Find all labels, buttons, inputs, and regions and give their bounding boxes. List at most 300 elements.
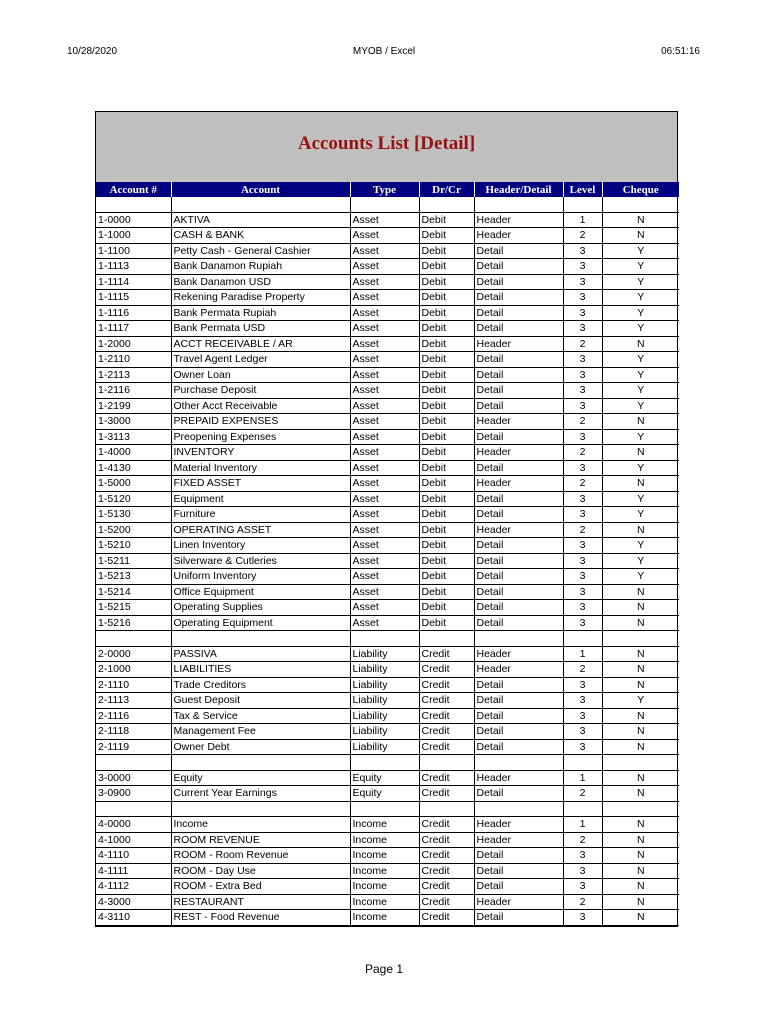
table-cell: Debit <box>419 584 474 600</box>
table-cell: Operating Supplies <box>171 600 350 616</box>
table-cell <box>171 801 350 817</box>
print-date: 10/28/2020 <box>67 46 118 57</box>
table-cell: N <box>602 770 679 786</box>
table-cell: 4-1110 <box>96 848 171 864</box>
table-cell: Detail <box>474 786 563 802</box>
table-cell: N <box>602 212 679 228</box>
table-cell: Y <box>602 290 679 306</box>
table-cell: Y <box>602 460 679 476</box>
table-cell: Header <box>474 894 563 910</box>
table-cell: Detail <box>474 321 563 337</box>
table-cell: N <box>602 879 679 895</box>
table-cell: 1 <box>563 770 602 786</box>
table-row <box>96 894 679 910</box>
table-cell: Detail <box>474 352 563 368</box>
table-cell: N <box>602 476 679 492</box>
table-cell: Asset <box>350 460 419 476</box>
table-cell: Silverware & Cutleries <box>171 553 350 569</box>
table-cell: Asset <box>350 507 419 523</box>
table-cell: Credit <box>419 832 474 848</box>
table-row <box>96 352 679 368</box>
table-cell: Debit <box>419 243 474 259</box>
table-cell: N <box>602 600 679 616</box>
table-cell: Debit <box>419 321 474 337</box>
table-cell: Owner Debt <box>171 739 350 755</box>
table-cell: Bank Danamon Rupiah <box>171 259 350 275</box>
table-row <box>96 569 679 585</box>
table-row <box>96 305 679 321</box>
table-cell: 3 <box>563 910 602 926</box>
table-cell: Detail <box>474 863 563 879</box>
table-cell <box>350 197 419 212</box>
table-cell: RESTAURANT <box>171 894 350 910</box>
table-cell: Asset <box>350 491 419 507</box>
table-cell <box>563 197 602 212</box>
table-cell <box>563 755 602 771</box>
table-cell: Header <box>474 662 563 678</box>
table-cell: Other Acct Receivable <box>171 398 350 414</box>
table-cell: 2-1118 <box>96 724 171 740</box>
print-time: 06:51:16 <box>661 46 700 57</box>
table-cell: Asset <box>350 398 419 414</box>
table-cell: 1-1116 <box>96 305 171 321</box>
table-cell: Asset <box>350 352 419 368</box>
table-cell: Operating Equipment <box>171 615 350 631</box>
table-cell: Debit <box>419 290 474 306</box>
table-cell: Debit <box>419 367 474 383</box>
table-cell: 3 <box>563 615 602 631</box>
table-cell: 2-0000 <box>96 646 171 662</box>
table-cell: 1-4130 <box>96 460 171 476</box>
table-cell: Y <box>602 398 679 414</box>
table-cell: 1-5130 <box>96 507 171 523</box>
table-cell: Guest Deposit <box>171 693 350 709</box>
table-cell: 3 <box>563 677 602 693</box>
blank-row <box>96 755 679 771</box>
table-cell: Detail <box>474 290 563 306</box>
table-cell: 2-1119 <box>96 739 171 755</box>
table-cell: 3 <box>563 553 602 569</box>
print-app: MYOB / Excel <box>352 46 416 57</box>
table-cell: 3 <box>563 429 602 445</box>
table-body <box>96 197 679 925</box>
table-cell: N <box>602 786 679 802</box>
table-cell: Credit <box>419 770 474 786</box>
table-row <box>96 243 679 259</box>
table-cell: 1-5215 <box>96 600 171 616</box>
table-cell: Asset <box>350 290 419 306</box>
table-cell: 4-3000 <box>96 894 171 910</box>
table-cell: Material Inventory <box>171 460 350 476</box>
table-row <box>96 460 679 476</box>
table-cell: Header <box>474 228 563 244</box>
table-cell: Detail <box>474 383 563 399</box>
page-title: Accounts List [Detail] <box>297 133 476 154</box>
table-cell: N <box>602 584 679 600</box>
table-cell: PASSIVA <box>171 646 350 662</box>
table-cell: ROOM REVENUE <box>171 832 350 848</box>
table-cell: Asset <box>350 584 419 600</box>
table-row <box>96 553 679 569</box>
table-cell: 3 <box>563 305 602 321</box>
table-cell: AKTIVA <box>171 212 350 228</box>
table-cell: Equipment <box>171 491 350 507</box>
table-cell: Header <box>474 770 563 786</box>
table-cell: Asset <box>350 321 419 337</box>
table-cell: 1-1113 <box>96 259 171 275</box>
table-cell: Credit <box>419 786 474 802</box>
table-cell <box>350 801 419 817</box>
table-cell <box>350 755 419 771</box>
table-cell: Furniture <box>171 507 350 523</box>
table-row <box>96 491 679 507</box>
table-cell: 2-1110 <box>96 677 171 693</box>
table-cell: Debit <box>419 507 474 523</box>
table-cell: Debit <box>419 460 474 476</box>
table-cell: Detail <box>474 538 563 554</box>
table-cell: Debit <box>419 569 474 585</box>
table-cell: Y <box>602 491 679 507</box>
table-row <box>96 383 679 399</box>
table-row <box>96 739 679 755</box>
table-cell: Asset <box>350 445 419 461</box>
table-cell: 4-0000 <box>96 817 171 833</box>
table-cell: Detail <box>474 243 563 259</box>
table-cell: Detail <box>474 491 563 507</box>
table-cell: Asset <box>350 228 419 244</box>
table-cell: N <box>602 336 679 352</box>
table-cell: 2-1116 <box>96 708 171 724</box>
column-header: Dr/Cr <box>419 182 474 197</box>
table-cell: Detail <box>474 398 563 414</box>
table-cell: Income <box>350 910 419 926</box>
table-cell: Liability <box>350 646 419 662</box>
table-cell: Header <box>474 212 563 228</box>
table-row <box>96 708 679 724</box>
table-cell: 1-1114 <box>96 274 171 290</box>
table-cell: ACCT RECEIVABLE / AR <box>171 336 350 352</box>
table-cell: 1-1115 <box>96 290 171 306</box>
table-cell <box>419 801 474 817</box>
table-cell: CASH & BANK <box>171 228 350 244</box>
table-header-row <box>96 182 679 197</box>
table-cell: Travel Agent Ledger <box>171 352 350 368</box>
table-cell <box>474 801 563 817</box>
table-cell: N <box>602 817 679 833</box>
table-cell <box>350 631 419 647</box>
table-cell: Credit <box>419 817 474 833</box>
table-cell: 3 <box>563 367 602 383</box>
table-cell: Debit <box>419 259 474 275</box>
table-cell: Liability <box>350 693 419 709</box>
table-cell: Office Equipment <box>171 584 350 600</box>
table-cell: 1-5214 <box>96 584 171 600</box>
table-cell <box>563 631 602 647</box>
table-cell: 1-4000 <box>96 445 171 461</box>
table-cell: 2-1000 <box>96 662 171 678</box>
table-cell: 3 <box>563 321 602 337</box>
column-header: Type <box>350 182 419 197</box>
table-cell: 1-5120 <box>96 491 171 507</box>
table-cell: Equity <box>350 786 419 802</box>
table-cell: Income <box>171 817 350 833</box>
table-cell: 1 <box>563 817 602 833</box>
table-cell: Detail <box>474 367 563 383</box>
table-cell: 3 <box>563 600 602 616</box>
table-cell: Debit <box>419 398 474 414</box>
table-row <box>96 522 679 538</box>
table-cell: 3 <box>563 724 602 740</box>
table-cell: Debit <box>419 615 474 631</box>
table-row <box>96 228 679 244</box>
table-cell: Linen Inventory <box>171 538 350 554</box>
table-cell: Detail <box>474 429 563 445</box>
table-cell: Liability <box>350 677 419 693</box>
table-cell <box>602 197 679 212</box>
table-cell: Asset <box>350 429 419 445</box>
table-cell: Income <box>350 879 419 895</box>
table-cell: 2 <box>563 832 602 848</box>
table-cell: N <box>602 677 679 693</box>
table-cell: N <box>602 724 679 740</box>
table-cell: 2 <box>563 786 602 802</box>
table-cell <box>419 631 474 647</box>
table-cell: Asset <box>350 383 419 399</box>
table-row <box>96 321 679 337</box>
table-cell <box>96 631 171 647</box>
table-cell: Petty Cash - General Cashier <box>171 243 350 259</box>
table-cell: 3-0900 <box>96 786 171 802</box>
table-cell: 1-3000 <box>96 414 171 430</box>
table-cell <box>171 631 350 647</box>
table-row <box>96 274 679 290</box>
table-cell: 2 <box>563 445 602 461</box>
table-cell: Detail <box>474 274 563 290</box>
table-cell: Income <box>350 863 419 879</box>
table-row <box>96 848 679 864</box>
table-cell: Asset <box>350 414 419 430</box>
table-cell: Header <box>474 445 563 461</box>
table-cell: LIABILITIES <box>171 662 350 678</box>
table-cell: N <box>602 522 679 538</box>
table-cell: Income <box>350 817 419 833</box>
table-cell: Current Year Earnings <box>171 786 350 802</box>
table-cell: 4-3110 <box>96 910 171 926</box>
table-cell <box>474 197 563 212</box>
table-cell: Header <box>474 336 563 352</box>
table-cell: ROOM - Extra Bed <box>171 879 350 895</box>
table-cell: Asset <box>350 522 419 538</box>
table-cell: N <box>602 894 679 910</box>
table-cell: Y <box>602 243 679 259</box>
table-cell: Bank Permata Rupiah <box>171 305 350 321</box>
table-cell: Income <box>350 894 419 910</box>
table-row <box>96 724 679 740</box>
column-header: Header/Detail <box>474 182 563 197</box>
table-row <box>96 786 679 802</box>
table-cell: 1-5210 <box>96 538 171 554</box>
table-cell: Header <box>474 522 563 538</box>
table-cell: Debit <box>419 445 474 461</box>
table-cell: Trade Creditors <box>171 677 350 693</box>
table-cell: Credit <box>419 879 474 895</box>
table-row <box>96 910 679 926</box>
table-cell: Y <box>602 321 679 337</box>
table-cell: Detail <box>474 507 563 523</box>
table-cell: OPERATING ASSET <box>171 522 350 538</box>
table-cell: Liability <box>350 739 419 755</box>
table-cell: 3-0000 <box>96 770 171 786</box>
table-cell: Y <box>602 367 679 383</box>
table-cell: Debit <box>419 553 474 569</box>
title-band <box>96 112 677 182</box>
table-cell: 3 <box>563 460 602 476</box>
table-cell: Detail <box>474 693 563 709</box>
table-cell: 2 <box>563 894 602 910</box>
table-row <box>96 662 679 678</box>
table-cell: 2 <box>563 522 602 538</box>
table-cell: 1-3113 <box>96 429 171 445</box>
table-cell: INVENTORY <box>171 445 350 461</box>
table-cell: Y <box>602 538 679 554</box>
table-cell: PREPAID EXPENSES <box>171 414 350 430</box>
table-cell: Credit <box>419 677 474 693</box>
table-cell: Detail <box>474 615 563 631</box>
page-number: Page 1 <box>364 962 404 976</box>
blank-row <box>96 801 679 817</box>
table-cell: 3 <box>563 274 602 290</box>
table-cell: Y <box>602 259 679 275</box>
table-cell: Asset <box>350 476 419 492</box>
table-cell: 3 <box>563 569 602 585</box>
table-cell: Owner Loan <box>171 367 350 383</box>
table-row <box>96 398 679 414</box>
table-cell <box>602 801 679 817</box>
table-cell: 3 <box>563 848 602 864</box>
table-cell: 3 <box>563 491 602 507</box>
table-cell <box>171 197 350 212</box>
table-cell: Debit <box>419 538 474 554</box>
table-cell: Debit <box>419 274 474 290</box>
table-cell: 1-5216 <box>96 615 171 631</box>
table-row <box>96 646 679 662</box>
table-cell: N <box>602 863 679 879</box>
table-row <box>96 879 679 895</box>
table-cell: N <box>602 228 679 244</box>
table-cell: 2 <box>563 336 602 352</box>
table-cell: Debit <box>419 352 474 368</box>
table-cell: 3 <box>563 538 602 554</box>
table-cell: Credit <box>419 724 474 740</box>
table-cell: Detail <box>474 739 563 755</box>
table-cell: Asset <box>350 615 419 631</box>
table-cell: Debit <box>419 429 474 445</box>
table-row <box>96 336 679 352</box>
table-cell: 1-5211 <box>96 553 171 569</box>
table-cell: 3 <box>563 739 602 755</box>
table-cell: Debit <box>419 228 474 244</box>
table-cell: Liability <box>350 708 419 724</box>
table-cell: Tax & Service <box>171 708 350 724</box>
table-cell: 3 <box>563 290 602 306</box>
table-cell: 1 <box>563 646 602 662</box>
table-cell: ROOM - Day Use <box>171 863 350 879</box>
table-cell: 4-1111 <box>96 863 171 879</box>
table-cell: Y <box>602 429 679 445</box>
table-cell: Header <box>474 646 563 662</box>
table-cell: Debit <box>419 476 474 492</box>
table-cell <box>96 801 171 817</box>
table-cell: 1-2199 <box>96 398 171 414</box>
table-cell: 2 <box>563 228 602 244</box>
table-row <box>96 770 679 786</box>
table-cell: Asset <box>350 305 419 321</box>
table-cell: Header <box>474 414 563 430</box>
table-cell: ROOM - Room Revenue <box>171 848 350 864</box>
table-cell: 1-5000 <box>96 476 171 492</box>
table-cell: Asset <box>350 274 419 290</box>
table-cell: Header <box>474 832 563 848</box>
table-cell: N <box>602 708 679 724</box>
table-cell: Y <box>602 553 679 569</box>
table-cell: Income <box>350 832 419 848</box>
table-cell: 1-1000 <box>96 228 171 244</box>
blank-row <box>96 631 679 647</box>
table-cell: Debit <box>419 414 474 430</box>
table-cell: Debit <box>419 212 474 228</box>
table-cell: Credit <box>419 739 474 755</box>
table-cell: 3 <box>563 879 602 895</box>
table-cell: Rekening Paradise Property <box>171 290 350 306</box>
table-cell: Detail <box>474 910 563 926</box>
table-row <box>96 212 679 228</box>
table-row <box>96 476 679 492</box>
table-cell: Asset <box>350 569 419 585</box>
table-cell: Equity <box>171 770 350 786</box>
table-cell: N <box>602 414 679 430</box>
table-cell <box>602 631 679 647</box>
table-row <box>96 290 679 306</box>
table-row <box>96 677 679 693</box>
table-cell <box>419 197 474 212</box>
table-cell: Asset <box>350 212 419 228</box>
table-row <box>96 445 679 461</box>
table-cell: N <box>602 646 679 662</box>
column-header: Level <box>563 182 602 197</box>
table-cell: 3 <box>563 584 602 600</box>
blank-row <box>96 197 679 212</box>
table-cell: 2-1113 <box>96 693 171 709</box>
table-cell: 1-2110 <box>96 352 171 368</box>
table-cell: Debit <box>419 600 474 616</box>
table-cell: N <box>602 662 679 678</box>
table-cell: Asset <box>350 553 419 569</box>
table-cell <box>474 755 563 771</box>
table-cell: Asset <box>350 259 419 275</box>
table-row <box>96 259 679 275</box>
table-cell: Preopening Expenses <box>171 429 350 445</box>
table-cell: 4-1000 <box>96 832 171 848</box>
accounts-sheet <box>95 111 678 927</box>
table-row <box>96 538 679 554</box>
table-cell: Liability <box>350 724 419 740</box>
table-cell: 1-1117 <box>96 321 171 337</box>
table-cell: Credit <box>419 693 474 709</box>
table-cell: Detail <box>474 879 563 895</box>
table-cell: N <box>602 615 679 631</box>
table-cell <box>96 755 171 771</box>
accounts-table <box>96 182 679 926</box>
